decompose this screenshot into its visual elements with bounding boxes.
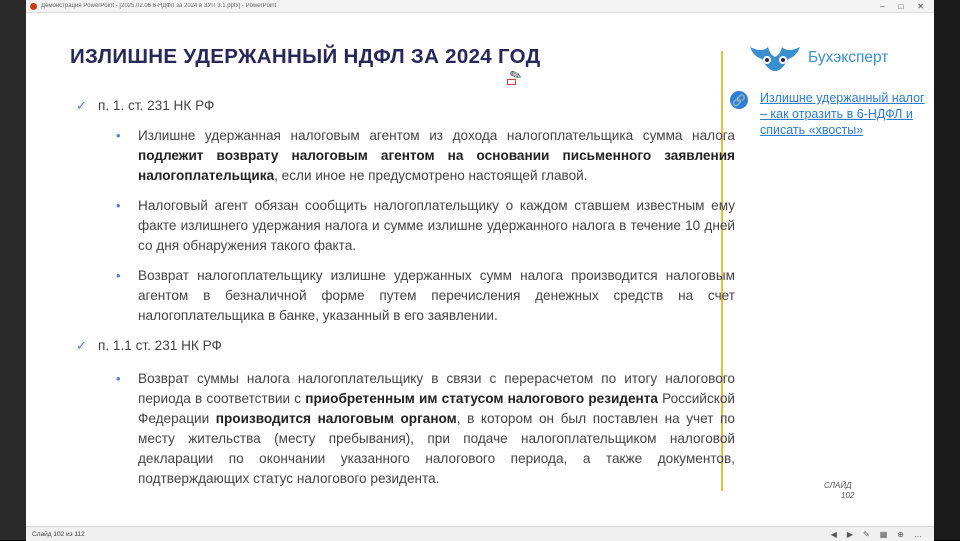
section-label: п. 1.1 ст. 231 НК РФ bbox=[98, 338, 222, 353]
bullet-icon: • bbox=[116, 198, 121, 213]
right-edge bbox=[934, 0, 960, 540]
bullet-text bbox=[138, 126, 735, 186]
slide-canvas bbox=[26, 13, 934, 526]
left-edge bbox=[0, 0, 26, 540]
text-run: Возврат налогоплательщику излишне удержанных сумм налога производится налоговым агентом в безналичной форме путем перечисления денежных средств на счет налогоплательщика в банке, указанный в его заявлении. bbox=[138, 268, 735, 323]
section-heading-2 bbox=[76, 336, 222, 356]
prev-slide-icon[interactable]: ◀ bbox=[830, 529, 837, 539]
bold-text-run: производится налоговым органом bbox=[215, 411, 457, 426]
bold-text-run: приобретенным им статусом налогового резидента bbox=[305, 391, 658, 406]
bullet-item bbox=[116, 196, 735, 256]
bullet-item bbox=[116, 126, 735, 186]
text-run: , в котором он был поставлен на учет по месту жительства (месту пребывания), при подаче налогоплательщиком налоговой декларации по окончании указанного налогового периода, а также документов, подтверждающих статус налогового резидента. bbox=[138, 411, 735, 486]
text-run: Российской Федерации bbox=[138, 391, 736, 426]
logo-text: Бухэксперт bbox=[808, 49, 889, 66]
owl-logo-icon bbox=[748, 43, 802, 73]
bold-text-run: подлежит возврату налоговым агентом на основании письменного заявления налогоплательщика bbox=[138, 148, 735, 183]
cursor-highlight bbox=[507, 79, 516, 85]
window-title: Демонстрация PowerPoint - [2025.02.06 6-НДФЛ за 2024 в ЗУП 3.1.pptx] - PowerPoint bbox=[41, 3, 277, 9]
status-bar bbox=[26, 526, 934, 541]
text-run: Излишне удержанная налоговым агентом из дохода налогоплательщика сумма налога bbox=[138, 128, 735, 143]
more-options-icon[interactable]: … bbox=[914, 529, 922, 539]
bullet-text bbox=[138, 196, 735, 256]
slides-grid-icon[interactable]: ▦ bbox=[879, 529, 888, 539]
pen-cursor-icon: ✎ bbox=[507, 65, 524, 85]
minimize-button[interactable]: – bbox=[880, 1, 885, 11]
bullet-icon: • bbox=[116, 268, 121, 283]
link-icon: 🔗 bbox=[730, 91, 748, 109]
checkmark-icon: ✓ bbox=[76, 98, 87, 113]
slide-counter: Слайд 102 из 112 bbox=[32, 530, 85, 538]
section-heading-1 bbox=[76, 96, 214, 116]
text-run: Налоговый агент обязан сообщить налогоплательщику о каждом ставшем известным ему факте излишнего удержания налога и сумме излишне удержанного налога в течение 10 дней со дня обнаружения такого факта. bbox=[138, 198, 735, 253]
bullet-icon: • bbox=[116, 128, 121, 143]
bullet-item bbox=[116, 369, 736, 489]
buhexpert-logo bbox=[748, 43, 888, 73]
bullet-text bbox=[138, 266, 735, 326]
bullet-item bbox=[116, 266, 735, 326]
article-link-text[interactable]: Излишне удержанный налог – как отразить в 6-НДФЛ и списать «хвосты» bbox=[760, 91, 925, 137]
slide-number: 102 bbox=[841, 491, 855, 500]
bullet-text bbox=[138, 369, 735, 489]
pen-tool-icon[interactable]: ✎ bbox=[863, 529, 870, 539]
bullet-icon: • bbox=[116, 371, 121, 386]
slide-label: СЛАЙД bbox=[824, 481, 852, 490]
section-label: п. 1. ст. 231 НК РФ bbox=[98, 98, 215, 113]
text-run: , если иное не предусмотрено настоящей главой. bbox=[274, 168, 588, 183]
text-run: Возврат суммы налога налогоплательщику в связи с перерасчетом по итогу налогового периода в соответствии с bbox=[138, 371, 735, 406]
slide-title: ИЗЛИШНЕ УДЕРЖАННЫЙ НДФЛ ЗА 2024 ГОД bbox=[70, 45, 541, 68]
maximize-button[interactable]: □ bbox=[898, 1, 904, 11]
powerpoint-icon bbox=[30, 3, 37, 10]
next-slide-icon[interactable]: ▶ bbox=[846, 529, 854, 539]
window-titlebar bbox=[26, 0, 934, 13]
close-button[interactable]: ✕ bbox=[917, 1, 924, 11]
checkmark-icon: ✓ bbox=[76, 338, 87, 353]
article-link[interactable] bbox=[730, 90, 930, 138]
zoom-icon[interactable]: ⊕ bbox=[897, 529, 904, 539]
